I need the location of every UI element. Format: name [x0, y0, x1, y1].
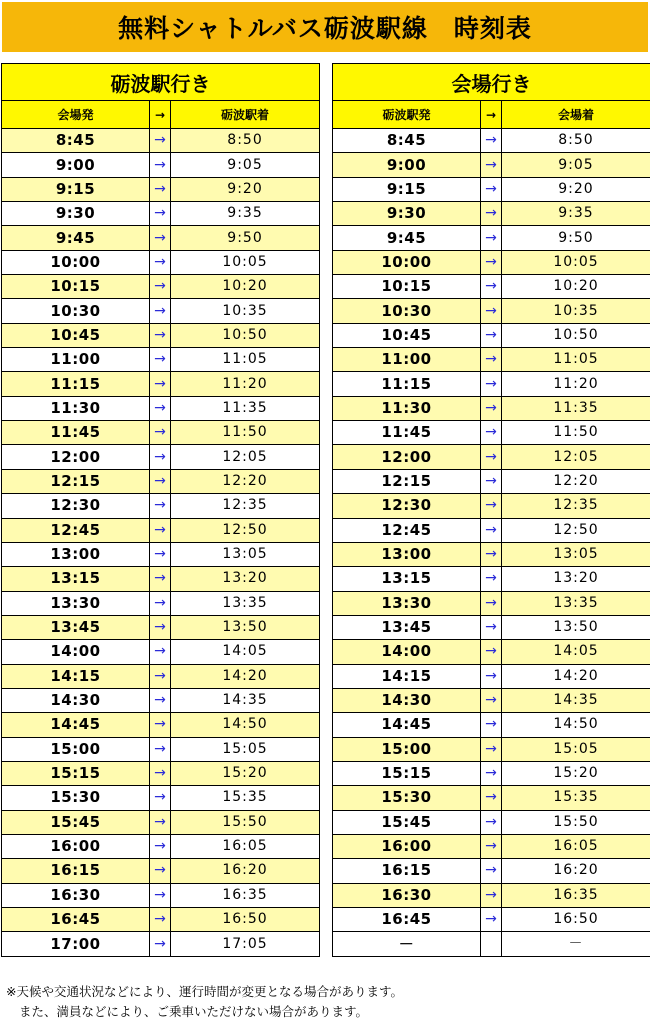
arrive-time: 9:05 [171, 153, 320, 177]
arrive-time: 14:35 [502, 688, 650, 712]
table-row [2, 421, 320, 445]
depart-time: 12:15 [2, 469, 150, 493]
depart-time: 11:45 [333, 421, 481, 445]
depart-time: 9:30 [2, 202, 150, 226]
table-row [333, 469, 650, 493]
depart-time: 16:45 [333, 908, 481, 932]
depart-time: 13:00 [333, 542, 481, 566]
table-row [333, 688, 650, 712]
table-row [333, 323, 650, 347]
arrive-time: 10:50 [502, 323, 650, 347]
depart-time: 9:00 [333, 153, 481, 177]
arrow-right-icon: → [481, 202, 502, 226]
arrow-right-icon: → [150, 445, 171, 469]
arrow-right-icon: → [150, 688, 171, 712]
arrow-right-icon: → [481, 421, 502, 445]
table-row [2, 202, 320, 226]
arrive-time: 12:35 [171, 494, 320, 518]
depart-time: 8:45 [2, 129, 150, 153]
arrive-time: 8:50 [502, 129, 650, 153]
table-row [333, 275, 650, 299]
depart-time: 16:00 [2, 834, 150, 858]
arrive-time: 11:20 [502, 372, 650, 396]
arrow-right-icon: → [481, 129, 502, 153]
arrow-right-icon: → [150, 713, 171, 737]
arrow-right-icon: → [150, 859, 171, 883]
depart-time: 12:00 [333, 445, 481, 469]
table-row [333, 615, 650, 639]
arrow-right-icon: → [150, 567, 171, 591]
depart-time: 16:45 [2, 908, 150, 932]
table-row [333, 494, 650, 518]
arrow-right-icon: → [481, 615, 502, 639]
depart-time: 14:00 [333, 640, 481, 664]
arrow-right-icon: → [150, 786, 171, 810]
arrow-right-icon: → [481, 834, 502, 858]
arrow-right-icon: → [481, 226, 502, 250]
depart-time: 14:45 [333, 713, 481, 737]
arrive-time: 10:05 [502, 250, 650, 274]
note-line: また、満員などにより、ご乗車いただけない場合があります。 [19, 1004, 369, 1019]
arrow-right-icon: → [150, 494, 171, 518]
arrow-right-icon: → [150, 834, 171, 858]
arrow-right-icon [481, 932, 502, 956]
arrow-right-icon: → [150, 177, 171, 201]
table-row [333, 810, 650, 834]
arrive-time: 13:20 [171, 567, 320, 591]
depart-time: 9:00 [2, 153, 150, 177]
table-row [333, 153, 650, 177]
arrow-right-icon: → [481, 786, 502, 810]
arrow-right-icon: → [150, 299, 171, 323]
arrow-right-icon: → [481, 713, 502, 737]
arrow-right-icon: → [481, 299, 502, 323]
table-heading: 砺波駅行き [2, 64, 320, 101]
depart-time: 10:00 [2, 250, 150, 274]
arrow-right-icon: → [150, 250, 171, 274]
arrive-time: 11:20 [171, 372, 320, 396]
arrive-time: 15:50 [502, 810, 650, 834]
table-row [2, 786, 320, 810]
arrive-time: 11:50 [502, 421, 650, 445]
arrow-right-icon: → [150, 615, 171, 639]
table-row [2, 299, 320, 323]
arrive-time: 16:20 [502, 859, 650, 883]
table-row [2, 640, 320, 664]
arrive-time: 9:35 [171, 202, 320, 226]
depart-time: 10:45 [333, 323, 481, 347]
arrow-right-icon: → [481, 348, 502, 372]
arrow-right-icon: → [150, 153, 171, 177]
arrive-time: 15:35 [502, 786, 650, 810]
depart-time: 15:15 [333, 761, 481, 785]
table-row [2, 129, 320, 153]
column-header-arrow: → [150, 101, 171, 129]
depart-time: 16:30 [2, 883, 150, 907]
arrive-time: 9:05 [502, 153, 650, 177]
table-row [333, 834, 650, 858]
depart-time: 10:00 [333, 250, 481, 274]
depart-time: 15:30 [333, 786, 481, 810]
depart-time: 11:30 [333, 396, 481, 420]
arrive-time: 10:20 [502, 275, 650, 299]
arrow-right-icon: → [481, 372, 502, 396]
column-header-depart: 会場発 [2, 101, 150, 129]
depart-time: 9:45 [2, 226, 150, 250]
depart-time: 13:15 [2, 567, 150, 591]
table-row [2, 810, 320, 834]
arrive-time: 9:20 [502, 177, 650, 201]
depart-time: 14:15 [333, 664, 481, 688]
table-row [2, 177, 320, 201]
arrive-time: 16:35 [502, 883, 650, 907]
depart-time: 13:45 [333, 615, 481, 639]
depart-time: 9:30 [333, 202, 481, 226]
table-row [333, 518, 650, 542]
depart-time: 17:00 [2, 932, 150, 956]
arrow-right-icon: → [150, 883, 171, 907]
arrive-time: 13:35 [502, 591, 650, 615]
depart-time: 13:45 [2, 615, 150, 639]
arrow-right-icon: → [150, 275, 171, 299]
arrow-right-icon: → [481, 275, 502, 299]
table-row [333, 737, 650, 761]
table-row [333, 664, 650, 688]
arrow-right-icon: → [150, 202, 171, 226]
table-row [2, 542, 320, 566]
arrive-time: 9:50 [502, 226, 650, 250]
table-row [333, 567, 650, 591]
arrow-right-icon: → [481, 396, 502, 420]
depart-time: 9:15 [333, 177, 481, 201]
arrive-time: 16:35 [171, 883, 320, 907]
arrive-time: 9:50 [171, 226, 320, 250]
timetable-to-venue [332, 63, 650, 957]
table-row [333, 348, 650, 372]
arrow-right-icon: → [481, 567, 502, 591]
table-row [2, 664, 320, 688]
depart-time: 8:45 [333, 129, 481, 153]
table-row [333, 396, 650, 420]
notes [6, 982, 646, 1022]
depart-time: 12:45 [333, 518, 481, 542]
depart-time: 16:15 [2, 859, 150, 883]
arrive-time: 15:20 [502, 761, 650, 785]
arrive-time: 15:20 [171, 761, 320, 785]
depart-time: 16:15 [333, 859, 481, 883]
arrive-time: 12:05 [171, 445, 320, 469]
table-heading: 会場行き [333, 64, 650, 101]
table-row [2, 275, 320, 299]
table-row [333, 542, 650, 566]
arrive-time: 13:05 [171, 542, 320, 566]
depart-time: 16:00 [333, 834, 481, 858]
table-row [333, 908, 650, 932]
arrow-right-icon: → [150, 664, 171, 688]
arrive-time: 15:50 [171, 810, 320, 834]
depart-time: 12:15 [333, 469, 481, 493]
arrow-right-icon: → [481, 250, 502, 274]
depart-time: 11:00 [333, 348, 481, 372]
table-row [333, 372, 650, 396]
depart-time: 14:00 [2, 640, 150, 664]
table-row [2, 761, 320, 785]
arrive-time: 11:35 [171, 396, 320, 420]
depart-time: 11:45 [2, 421, 150, 445]
table-row [333, 713, 650, 737]
arrive-time: 14:05 [171, 640, 320, 664]
arrow-right-icon: → [481, 591, 502, 615]
depart-time: 15:15 [2, 761, 150, 785]
arrive-time: 8:50 [171, 129, 320, 153]
column-header-arrive: 会場着 [502, 101, 650, 129]
depart-time: 9:45 [333, 226, 481, 250]
column-header-arrive: 砺波駅着 [171, 101, 320, 129]
table-row [333, 299, 650, 323]
arrive-time: 11:05 [502, 348, 650, 372]
arrow-right-icon: → [150, 932, 171, 956]
table-row [333, 177, 650, 201]
arrow-right-icon: → [481, 664, 502, 688]
arrive-time: 15:05 [171, 737, 320, 761]
table-row [2, 859, 320, 883]
table-row [2, 688, 320, 712]
table-row [2, 591, 320, 615]
arrive-time: 16:05 [502, 834, 650, 858]
depart-time: 16:30 [333, 883, 481, 907]
depart-time: 11:15 [333, 372, 481, 396]
table-row [2, 323, 320, 347]
note-line: ※天候や交通状況などにより、運行時間が変更となる場合があります。 [6, 984, 403, 999]
arrow-right-icon: → [150, 469, 171, 493]
arrow-right-icon: → [150, 226, 171, 250]
arrow-right-icon: → [150, 737, 171, 761]
arrive-time: 14:20 [502, 664, 650, 688]
depart-time: 14:30 [2, 688, 150, 712]
arrive-time: 11:50 [171, 421, 320, 445]
arrive-time: 10:35 [502, 299, 650, 323]
arrow-right-icon: → [481, 640, 502, 664]
arrive-time: 13:20 [502, 567, 650, 591]
arrow-right-icon: → [150, 129, 171, 153]
arrive-time: 14:05 [502, 640, 650, 664]
arrow-right-icon: → [150, 761, 171, 785]
table-row [2, 713, 320, 737]
arrow-right-icon: → [150, 542, 171, 566]
arrow-right-icon: → [150, 908, 171, 932]
arrow-right-icon: → [150, 348, 171, 372]
arrive-time: 15:35 [171, 786, 320, 810]
arrive-time: 12:50 [171, 518, 320, 542]
arrive-time: 10:50 [171, 323, 320, 347]
depart-time: 11:30 [2, 396, 150, 420]
table-row [333, 591, 650, 615]
depart-time: 14:15 [2, 664, 150, 688]
depart-time: 10:15 [2, 275, 150, 299]
table-row [2, 372, 320, 396]
table-row [333, 226, 650, 250]
arrive-time: 14:20 [171, 664, 320, 688]
arrow-right-icon: → [481, 761, 502, 785]
table-row [2, 615, 320, 639]
table-row [333, 761, 650, 785]
depart-time: － [333, 932, 481, 956]
arrow-right-icon: → [481, 177, 502, 201]
arrive-time: 9:20 [171, 177, 320, 201]
arrow-right-icon: → [481, 859, 502, 883]
table-row [2, 469, 320, 493]
timetable-to-tonami-station [1, 63, 320, 957]
arrive-time: 12:20 [171, 469, 320, 493]
arrive-time: 12:35 [502, 494, 650, 518]
column-header-depart: 砺波駅発 [333, 101, 481, 129]
arrive-time: 13:50 [171, 615, 320, 639]
arrive-time: 11:35 [502, 396, 650, 420]
table-row [333, 859, 650, 883]
arrive-time: 13:35 [171, 591, 320, 615]
arrive-time: 10:35 [171, 299, 320, 323]
arrive-time: 14:50 [171, 713, 320, 737]
depart-time: 13:30 [333, 591, 481, 615]
arrive-time: 11:05 [171, 348, 320, 372]
arrow-right-icon: → [481, 323, 502, 347]
arrow-right-icon: → [150, 372, 171, 396]
arrow-right-icon: → [481, 469, 502, 493]
depart-time: 10:45 [2, 323, 150, 347]
depart-time: 11:00 [2, 348, 150, 372]
arrow-right-icon: → [150, 323, 171, 347]
table-row [2, 567, 320, 591]
arrive-time: 14:50 [502, 713, 650, 737]
arrive-time: 17:05 [171, 932, 320, 956]
arrive-time: 12:50 [502, 518, 650, 542]
arrive-time: 12:05 [502, 445, 650, 469]
table-row [2, 494, 320, 518]
table-row [2, 737, 320, 761]
arrive-time: 16:50 [171, 908, 320, 932]
table-row [2, 396, 320, 420]
table-row [2, 518, 320, 542]
depart-time: 13:15 [333, 567, 481, 591]
column-header-arrow: → [481, 101, 502, 129]
arrow-right-icon: → [481, 153, 502, 177]
depart-time: 12:45 [2, 518, 150, 542]
table-row [2, 445, 320, 469]
arrive-time: 15:05 [502, 737, 650, 761]
arrow-right-icon: → [150, 396, 171, 420]
table-row [333, 445, 650, 469]
depart-time: 11:15 [2, 372, 150, 396]
depart-time: 13:00 [2, 542, 150, 566]
arrow-right-icon: → [150, 810, 171, 834]
arrow-right-icon: → [481, 445, 502, 469]
depart-time: 15:45 [2, 810, 150, 834]
depart-time: 15:45 [333, 810, 481, 834]
arrive-time: 16:20 [171, 859, 320, 883]
depart-time: 10:30 [333, 299, 481, 323]
depart-time: 10:15 [333, 275, 481, 299]
table-row [333, 421, 650, 445]
table-row [2, 883, 320, 907]
arrow-right-icon: → [481, 688, 502, 712]
arrow-right-icon: → [481, 518, 502, 542]
table-row [333, 640, 650, 664]
depart-time: 15:30 [2, 786, 150, 810]
depart-time: 12:30 [333, 494, 481, 518]
depart-time: 12:00 [2, 445, 150, 469]
arrive-time: 16:50 [502, 908, 650, 932]
page-title: 無料シャトルバス砺波駅線 時刻表 [2, 2, 648, 52]
arrive-time: 10:20 [171, 275, 320, 299]
arrow-right-icon: → [481, 542, 502, 566]
arrive-time: 13:05 [502, 542, 650, 566]
arrow-right-icon: → [481, 494, 502, 518]
table-row [2, 834, 320, 858]
table-row [2, 932, 320, 956]
table-row [333, 932, 650, 956]
depart-time: 10:30 [2, 299, 150, 323]
arrive-time: 14:35 [171, 688, 320, 712]
arrive-time: 16:05 [171, 834, 320, 858]
arrow-right-icon: → [481, 737, 502, 761]
table-row [333, 250, 650, 274]
table-row [333, 202, 650, 226]
table-row [333, 883, 650, 907]
table-row [2, 908, 320, 932]
arrive-time: 12:20 [502, 469, 650, 493]
table-row [333, 129, 650, 153]
depart-time: 15:00 [2, 737, 150, 761]
depart-time: 15:00 [333, 737, 481, 761]
arrow-right-icon: → [481, 908, 502, 932]
arrow-right-icon: → [481, 883, 502, 907]
arrow-right-icon: → [150, 591, 171, 615]
table-row [2, 226, 320, 250]
depart-time: 14:30 [333, 688, 481, 712]
table-row [2, 153, 320, 177]
depart-time: 14:45 [2, 713, 150, 737]
arrive-time: 13:50 [502, 615, 650, 639]
arrive-time: 9:35 [502, 202, 650, 226]
table-row [2, 348, 320, 372]
arrow-right-icon: → [150, 518, 171, 542]
table-row [333, 786, 650, 810]
arrow-right-icon: → [150, 421, 171, 445]
arrow-right-icon: → [481, 810, 502, 834]
arrive-time: 10:05 [171, 250, 320, 274]
depart-time: 12:30 [2, 494, 150, 518]
depart-time: 13:30 [2, 591, 150, 615]
table-row [2, 250, 320, 274]
arrive-time: － [502, 932, 650, 956]
depart-time: 9:15 [2, 177, 150, 201]
arrow-right-icon: → [150, 640, 171, 664]
